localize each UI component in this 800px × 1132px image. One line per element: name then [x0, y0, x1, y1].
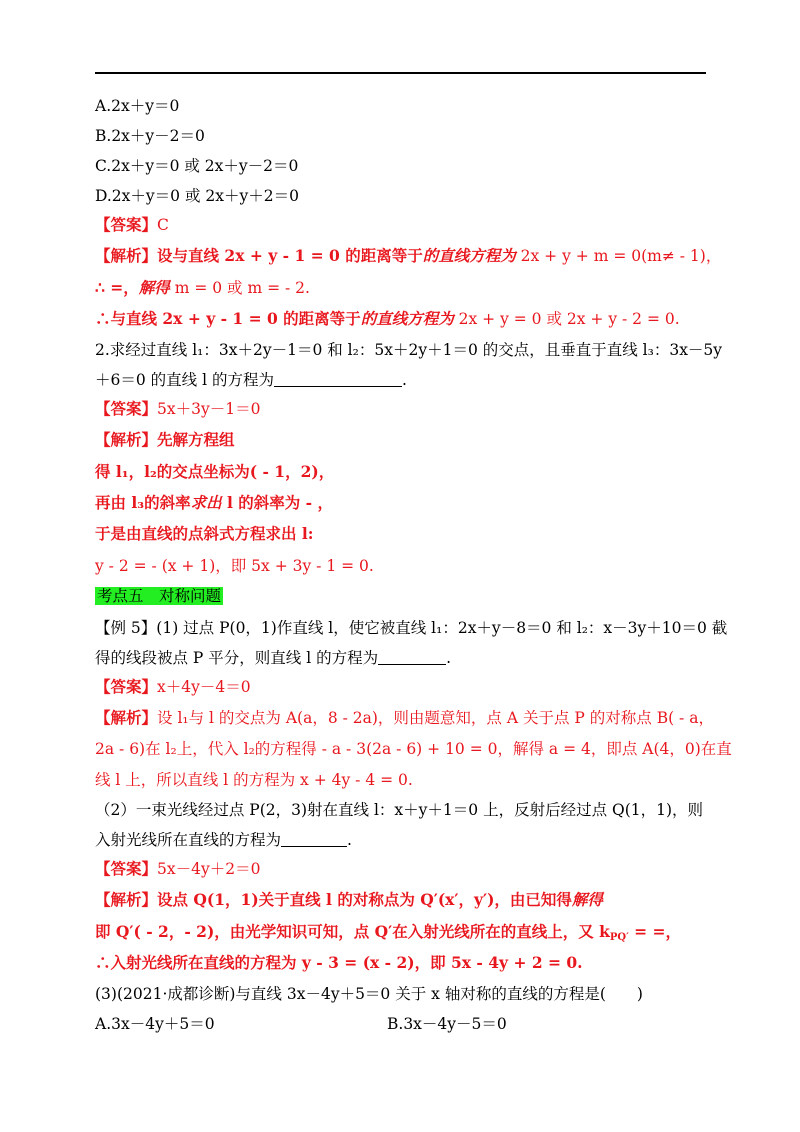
- answer-value: x＋4y－4＝0: [157, 678, 251, 696]
- section-heading-highlight: 考点五 对称问题: [97, 587, 222, 605]
- q2-analysis-line-3: 再由 l₃的斜率求出 l 的斜率为 - ，: [95, 493, 334, 512]
- answer-label: 【答案】: [95, 399, 158, 418]
- example5-part3-options: [95, 1014, 507, 1034]
- q2-analysis-line-1: 【解析】先解方程组: [95, 430, 235, 449]
- ex5-part2-analysis-line-2: 即 Q′( - 2，- 2)，由光学知识可知，点 Q′在入射光线所在的直线上，又 $k_{PQ'}$ = =，: [95, 922, 682, 943]
- option-b: B.2x＋y－2＝0: [95, 127, 205, 145]
- answer-label: 【答案】: [95, 859, 158, 878]
- q2-stem-line-1: 2.求经过直线 l₁：3x＋2y－1＝0 和 l₂：5x＋2y＋1＝0 的交点，且垂直于直线 l₃：3x－5y: [95, 341, 723, 359]
- answer-value: 5x－4y＋2＝0: [157, 860, 261, 878]
- option-b: B.3x－4y－5＝0: [387, 1015, 507, 1033]
- header-rule: [95, 72, 706, 74]
- answer-blank: [274, 372, 402, 387]
- answer-label: 【答案】: [95, 677, 158, 696]
- option-a: A.2x＋y＝0: [95, 97, 180, 115]
- q1-analysis-line-1: 【解析】设与直线 2x + y - 1 = 0 的距离等于的直线方程为 2x + y + m = 0(m≠ - 1)，: [95, 246, 722, 265]
- analysis-label: 【解析】: [95, 890, 158, 909]
- answer-blank: [281, 832, 347, 847]
- ex5-part2-analysis-line-1: 【解析】设点 Q(1，1)关于直线 l 的对称点为 Q′(x′，y′)，由已知得解得: [95, 890, 603, 909]
- analysis-label: 【解析】: [95, 246, 158, 265]
- example5-part1-line-1: 【例 5】(1) 过点 P(0，1)作直线 l，使它被直线 l₁：2x＋y－8＝0 和 l₂：x－3y＋10＝0 截: [95, 619, 728, 637]
- option-c: C.2x＋y＝0 或 2x＋y－2＝0: [95, 157, 299, 175]
- q1-answer: [95, 215, 169, 235]
- ex5-part2-answer: [95, 859, 260, 879]
- q2-answer: [95, 399, 260, 419]
- example5-part2-line-2: 入射光线所在直线的方程为 .: [95, 831, 352, 849]
- q1-analysis-line-2: ∴ =，解得 m = 0 或 m = - 2.: [95, 278, 310, 297]
- answer-label: 【答案】: [95, 215, 158, 234]
- answer-blank: [378, 650, 446, 665]
- ex5-part1-analysis-line-1: 【解析】设 l₁与 l 的交点为 A(a，8 - 2a)，则由题意知，点 A 关于点 P 的对称点 B( - a，: [95, 708, 714, 727]
- answer-value: C: [157, 216, 169, 234]
- example5-part3-stem: (3)(2021·成都诊断)与直线 3x－4y＋5＝0 关于 x 轴对称的直线的方程是( ): [95, 985, 643, 1003]
- option-d: D.2x＋y＝0 或 2x＋y＋2＝0: [95, 187, 299, 205]
- ex5-part1-analysis-line-2: 2a - 6)在 l₂上，代入 l₂的方程得 - a - 3(2a - 6) + 10 = 0，解得 a = 4，即点 A(4，0)在直: [95, 740, 732, 758]
- answer-value: 5x＋3y－1＝0: [157, 400, 261, 418]
- example5-part2-line-1: （2）一束光线经过点 P(2，3)射在直线 l：x＋y＋1＝0 上，反射后经过点 Q(1，1)，则: [95, 801, 704, 819]
- option-a: A.3x－4y＋5＝0: [95, 1015, 215, 1033]
- q1-analysis-line-3: ∴与直线 2x + y - 1 = 0 的距离等于的直线方程为 2x + y = 0 或 2x + y - 2 = 0.: [95, 309, 680, 328]
- q2-analysis-line-5: y - 2 = - (x + 1)，即 5x + 3y - 1 = 0.: [95, 557, 374, 575]
- example5-part1-line-2: 得的线段被点 P 平分，则直线 l 的方程为 .: [95, 649, 452, 667]
- ex5-part1-analysis-line-3: 线 l 上，所以直线 l 的方程为 x + 4y - 4 = 0.: [95, 771, 413, 789]
- q2-analysis-line-4: 于是由直线的点斜式方程求出 l:: [95, 524, 314, 543]
- analysis-label: 【解析】: [95, 430, 158, 449]
- q2-stem-line-2: ＋6＝0 的直线 l 的方程为 .: [95, 371, 407, 389]
- section-title: [95, 586, 223, 606]
- ex5-part2-analysis-line-3: ∴入射光线所在直线的方程为 y - 3 = (x - 2)，即 5x - 4y + 2 = 0.: [95, 953, 583, 972]
- ex5-part1-answer: [95, 677, 251, 697]
- q2-analysis-line-2: 得 l₁，l₂的交点坐标为( - 1，2)，: [95, 462, 335, 481]
- analysis-label: 【解析】: [95, 708, 158, 727]
